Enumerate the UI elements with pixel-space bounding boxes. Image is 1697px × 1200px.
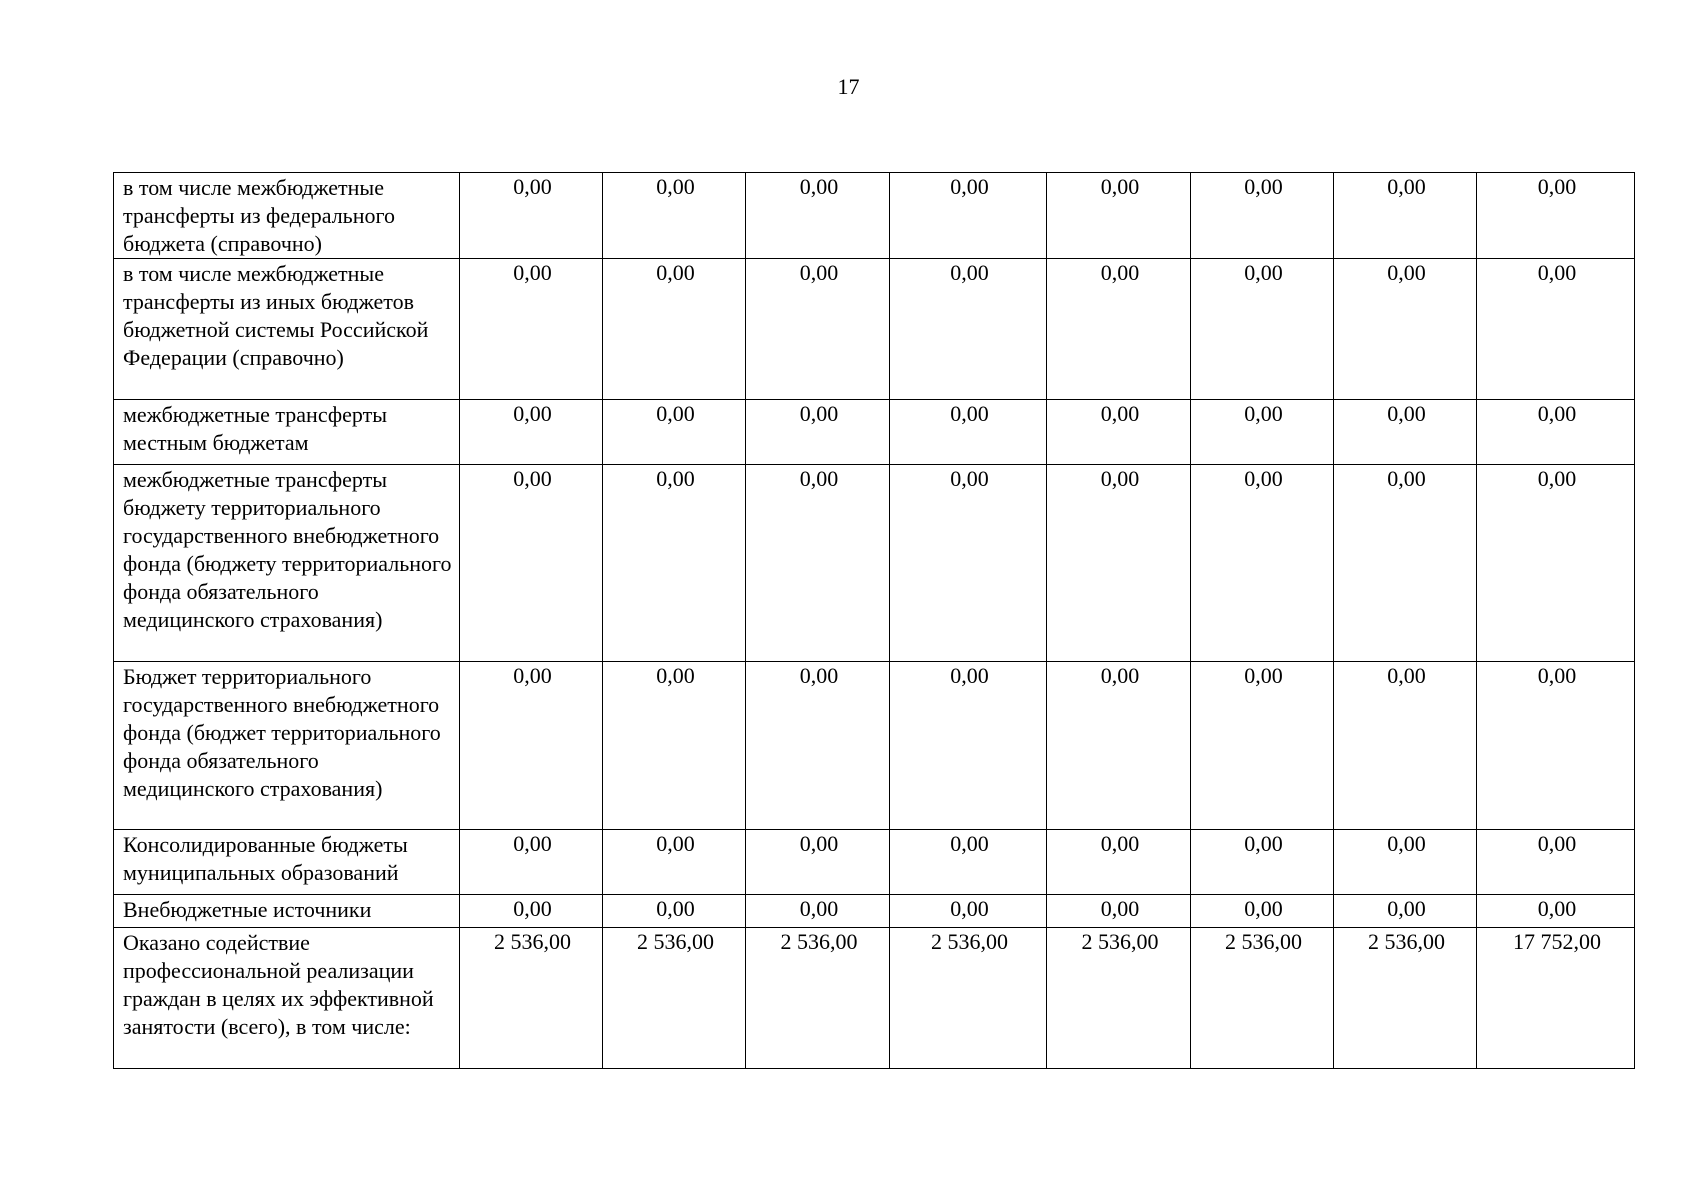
value-cell: 0,00: [1047, 662, 1191, 830]
value-cell: 2 536,00: [460, 928, 603, 1069]
budget-table: [113, 172, 1635, 1069]
value-cell: 0,00: [603, 259, 746, 400]
row-label: Консолидированные бюджеты муниципальных образований: [114, 830, 460, 895]
value-cell: 0,00: [746, 259, 890, 400]
value-cell: 0,00: [460, 895, 603, 928]
page-number: 17: [837, 74, 860, 99]
value-cell: 0,00: [746, 895, 890, 928]
value-cell: 0,00: [1047, 830, 1191, 895]
table-row: [114, 830, 1635, 895]
value-cell: 0,00: [746, 173, 890, 259]
value-cell: 0,00: [890, 830, 1047, 895]
value-cell: 0,00: [1191, 895, 1334, 928]
value-cell: 0,00: [890, 259, 1047, 400]
value-cell: 0,00: [460, 173, 603, 259]
value-cell: 2 536,00: [1334, 928, 1477, 1069]
value-cell: 0,00: [1334, 662, 1477, 830]
value-cell: 0,00: [460, 400, 603, 465]
value-cell: 2 536,00: [603, 928, 746, 1069]
value-cell: 2 536,00: [1047, 928, 1191, 1069]
row-label: в том числе межбюджетные трансферты из иных бюджетов бюджетной системы Российской Федерации (справочно): [114, 259, 460, 400]
value-cell: 0,00: [460, 465, 603, 662]
row-label: Бюджет территориального государственного внебюджетного фонда (бюджет территориального фонда обязательного медицинского страхования): [114, 662, 460, 830]
value-cell: 0,00: [746, 830, 890, 895]
value-cell: 0,00: [890, 173, 1047, 259]
table-row: [114, 465, 1635, 662]
value-cell: 0,00: [890, 662, 1047, 830]
value-cell: 0,00: [460, 259, 603, 400]
value-cell: 0,00: [1334, 173, 1477, 259]
value-cell: 0,00: [1477, 895, 1635, 928]
table-row: [114, 662, 1635, 830]
value-cell: 0,00: [1334, 830, 1477, 895]
table-row: [114, 173, 1635, 259]
value-cell: 0,00: [746, 662, 890, 830]
value-cell: 0,00: [1191, 830, 1334, 895]
table-row: [114, 895, 1635, 928]
value-cell: 0,00: [1477, 465, 1635, 662]
table-row: [114, 928, 1635, 1069]
table-row: [114, 400, 1635, 465]
value-cell: 0,00: [460, 662, 603, 830]
value-cell: 0,00: [1191, 259, 1334, 400]
value-cell: 0,00: [1477, 830, 1635, 895]
row-label: Внебюджетные источники: [114, 895, 460, 928]
value-cell: 0,00: [1477, 173, 1635, 259]
value-cell: 0,00: [460, 830, 603, 895]
value-cell: 0,00: [603, 662, 746, 830]
value-cell: 2 536,00: [746, 928, 890, 1069]
row-label: межбюджетные трансферты местным бюджетам: [114, 400, 460, 465]
value-cell: 0,00: [1334, 400, 1477, 465]
value-cell: 0,00: [1334, 895, 1477, 928]
value-cell: 0,00: [603, 173, 746, 259]
value-cell: 0,00: [1191, 173, 1334, 259]
value-cell: 0,00: [603, 465, 746, 662]
value-cell: 0,00: [603, 830, 746, 895]
table-row: [114, 259, 1635, 400]
row-label: межбюджетные трансферты бюджету территориального государственного внебюджетного фонда (бюджету территориального фонда обязательного медицинского страхования): [114, 465, 460, 662]
value-cell: 0,00: [1191, 400, 1334, 465]
value-cell: 0,00: [1191, 465, 1334, 662]
value-cell: 0,00: [890, 895, 1047, 928]
value-cell: 0,00: [1477, 662, 1635, 830]
value-cell: 0,00: [1191, 662, 1334, 830]
value-cell: 0,00: [1477, 259, 1635, 400]
value-cell: 2 536,00: [1191, 928, 1334, 1069]
value-cell: 0,00: [890, 400, 1047, 465]
value-cell: 0,00: [603, 400, 746, 465]
value-cell: 0,00: [1047, 465, 1191, 662]
value-cell: 2 536,00: [890, 928, 1047, 1069]
value-cell: 0,00: [1047, 400, 1191, 465]
value-cell: 0,00: [746, 400, 890, 465]
value-cell: 0,00: [603, 895, 746, 928]
value-cell: 0,00: [1047, 895, 1191, 928]
row-label: в том числе межбюджетные трансферты из федерального бюджета (справочно): [114, 173, 460, 259]
value-cell: 0,00: [1334, 259, 1477, 400]
value-cell: 0,00: [1047, 259, 1191, 400]
value-cell: 17 752,00: [1477, 928, 1635, 1069]
value-cell: 0,00: [1477, 400, 1635, 465]
value-cell: 0,00: [890, 465, 1047, 662]
value-cell: 0,00: [1047, 173, 1191, 259]
value-cell: 0,00: [746, 465, 890, 662]
value-cell: 0,00: [1334, 465, 1477, 662]
row-label: Оказано содействие профессиональной реализации граждан в целях их эффективной занятости (всего), в том числе:: [114, 928, 460, 1069]
